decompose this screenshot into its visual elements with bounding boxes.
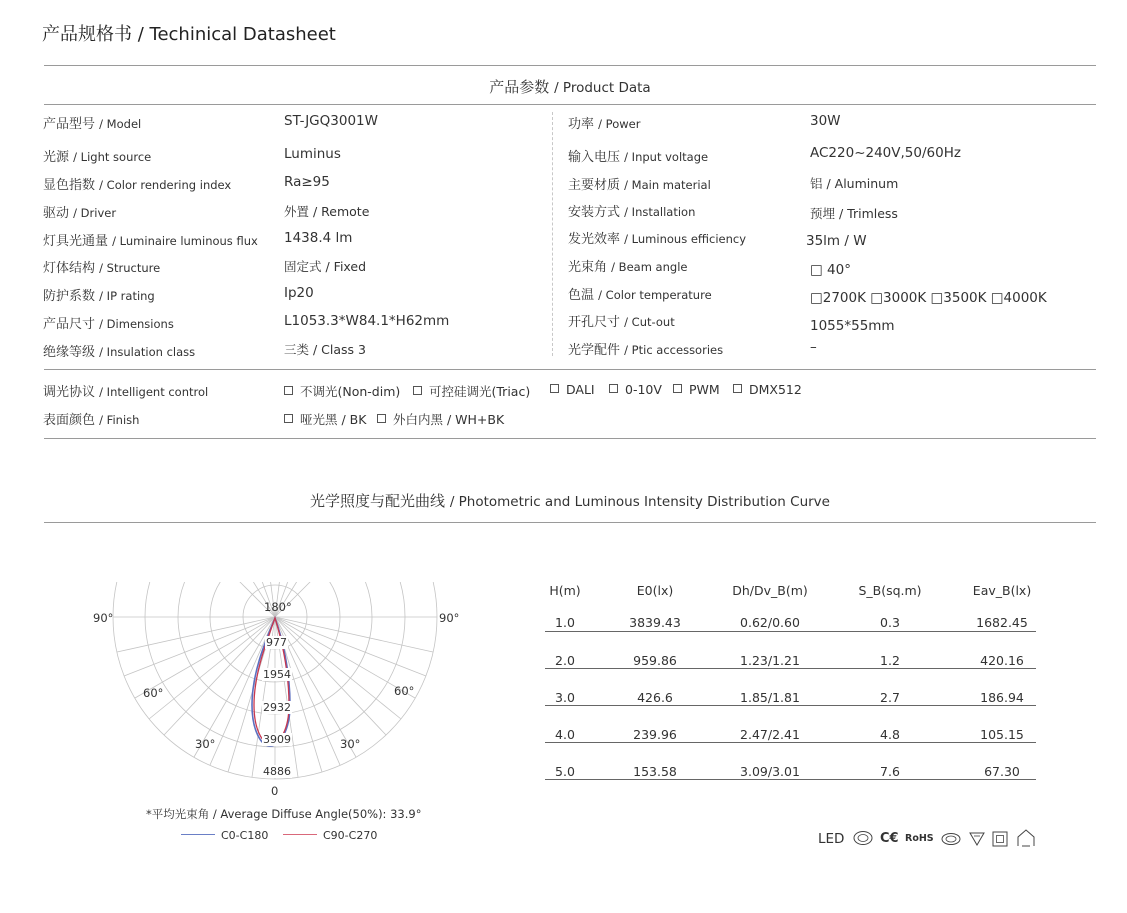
option-label-finish: 表面颜色 / Finish — [43, 413, 140, 428]
average-angle-note: *平均光束角 / Average Diffuse Angle(50%): 33.9° — [146, 807, 422, 821]
f-mark-icon — [969, 832, 985, 846]
class-ii-mark-icon — [992, 831, 1008, 847]
legend-swatch-c0 — [181, 834, 215, 835]
checkbox-icon — [550, 384, 559, 393]
table-cell: 3.0 — [555, 690, 575, 705]
spec-value-installation: 预埋 / Trimless — [810, 206, 898, 221]
table-cell: 426.6 — [637, 690, 673, 705]
spec-label-light-source: 光源 / Light source — [43, 150, 152, 165]
table-cell: 5.0 — [555, 764, 575, 779]
led-mark: LED — [818, 831, 845, 847]
page-title: 产品规格书 / Techinical Datasheet — [42, 24, 336, 45]
spec-value-insulation: 三类 / Class 3 — [284, 342, 366, 357]
table-cell: 2.7 — [880, 690, 900, 705]
spec-value-efficiency: 35lm / W — [806, 233, 867, 249]
table-cell: 1682.45 — [976, 615, 1028, 630]
spec-value-power: 30W — [810, 113, 841, 129]
spec-value-light-source: Luminus — [284, 146, 341, 162]
ring-label-3909: 3909 — [263, 733, 291, 746]
option-non-dim[interactable]: 不调光(Non-dim) — [284, 382, 400, 400]
ccc-mark-icon — [853, 830, 873, 846]
angle-label-180: 180° — [264, 600, 292, 614]
table-cell: 4.8 — [880, 727, 900, 742]
spec-value-cutout: 1055*55mm — [810, 318, 895, 334]
divider — [44, 438, 1096, 439]
spec-label-cri: 显色指数 / Color rendering index — [43, 178, 232, 193]
option-label-control: 调光协议 / Intelligent control — [43, 385, 209, 400]
spec-value-structure: 固定式 / Fixed — [284, 259, 367, 274]
row-divider — [545, 705, 1036, 706]
table-cell: 1.2 — [880, 653, 900, 668]
table-cell: 2.0 — [555, 653, 575, 668]
legend-label-c0: C0-C180 — [221, 829, 269, 842]
cqc-mark-icon — [941, 832, 961, 846]
angle-label-60-right: 60° — [394, 684, 415, 698]
spec-value-color-temp: □2700K □3000K □3500K □4000K — [810, 290, 1047, 306]
divider — [44, 522, 1096, 523]
spec-label-input-voltage: 输入电压 / Input voltage — [568, 150, 709, 165]
checkbox-icon — [284, 386, 293, 395]
spec-value-material: 铝 / Aluminum — [810, 176, 899, 191]
table-cell: 0.62/0.60 — [740, 615, 800, 630]
table-cell: 4.0 — [555, 727, 575, 742]
spec-value-driver: 外置 / Remote — [284, 204, 370, 219]
table-header-h: H(m) — [549, 583, 581, 598]
table-cell: 959.86 — [633, 653, 677, 668]
angle-label-60-left: 60° — [143, 686, 164, 700]
checkbox-icon — [413, 386, 422, 395]
spec-label-beam-angle: 光束角 / Beam angle — [568, 260, 688, 275]
table-cell: 0.3 — [880, 615, 900, 630]
table-header-e0: E0(lx) — [636, 583, 674, 598]
rohs-mark: RoHS — [905, 833, 934, 844]
checkbox-icon — [733, 384, 742, 393]
option-finish-wh-bk[interactable]: 外白内黑 / WH+BK — [377, 410, 504, 428]
row-divider — [545, 779, 1036, 780]
photometric-title: 光学照度与配光曲线 / Photometric and Luminous Intensity Distribution Curve — [310, 492, 830, 510]
angle-label-30-left: 30° — [195, 737, 216, 751]
spec-label-efficiency: 发光效率 / Luminous efficiency — [568, 232, 747, 247]
spec-value-input-voltage: AC220~240V,50/60Hz — [810, 145, 961, 161]
checkbox-icon — [377, 414, 386, 423]
angle-label-90-left: 90° — [93, 611, 114, 625]
spec-label-structure: 灯体结构 / Structure — [43, 261, 161, 276]
spec-label-driver: 驱动 / Driver — [43, 206, 117, 221]
ring-label-1954: 1954 — [263, 668, 291, 681]
row-divider — [545, 631, 1036, 632]
table-cell: 3.09/3.01 — [740, 764, 800, 779]
ring-label-2932: 2932 — [263, 701, 291, 714]
table-cell: 153.58 — [633, 764, 677, 779]
row-divider — [545, 742, 1036, 743]
spec-value-accessories: – — [810, 339, 817, 355]
spec-value-model: ST-JGQ3001W — [284, 113, 378, 129]
spec-label-ip-rating: 防护系数 / IP rating — [43, 289, 155, 304]
table-cell: 3839.43 — [629, 615, 681, 630]
spec-value-beam-angle: □ 40° — [810, 262, 851, 278]
ring-label-4886: 4886 — [263, 765, 291, 778]
spec-label-material: 主要材质 / Main material — [568, 178, 711, 193]
checkbox-icon — [673, 384, 682, 393]
product-data-title: 产品参数 / Product Data — [489, 78, 651, 96]
option-dmx512[interactable]: DMX512 — [733, 382, 802, 397]
checkbox-icon — [609, 384, 618, 393]
table-cell: 67.30 — [984, 764, 1020, 779]
option-pwm[interactable]: PWM — [673, 382, 720, 397]
spec-label-dimensions: 产品尺寸 / Dimensions — [43, 317, 174, 332]
legend-label-c90: C90-C270 — [323, 829, 378, 842]
spec-label-model: 产品型号 / Model — [43, 117, 142, 132]
spec-label-color-temp: 色温 / Color temperature — [568, 288, 712, 303]
ce-mark: C€ — [880, 831, 899, 846]
table-cell: 420.16 — [980, 653, 1024, 668]
table-cell: 239.96 — [633, 727, 677, 742]
option-0-10v[interactable]: 0-10V — [609, 382, 662, 397]
table-cell: 1.23/1.21 — [740, 653, 800, 668]
angle-label-0: 0 — [271, 784, 279, 798]
legend-swatch-c90 — [283, 834, 317, 835]
spec-value-dimensions: L1053.3*W84.1*H62mm — [284, 313, 450, 329]
table-cell: 7.6 — [880, 764, 900, 779]
divider — [44, 65, 1096, 66]
table-cell: 1.0 — [555, 615, 575, 630]
indoor-use-mark-icon — [1016, 829, 1036, 847]
spec-label-insulation: 绝缘等级 / Insulation class — [43, 345, 196, 360]
divider — [44, 369, 1096, 370]
row-divider — [545, 668, 1036, 669]
table-cell: 2.47/2.41 — [740, 727, 800, 742]
option-finish-bk[interactable]: 哑光黑 / BK — [284, 410, 366, 428]
option-dali[interactable]: DALI — [550, 382, 595, 397]
checkbox-icon — [284, 414, 293, 423]
spec-label-luminous-flux: 灯具光通量 / Luminaire luminous flux — [43, 234, 258, 249]
table-cell: 186.94 — [980, 690, 1024, 705]
table-header-eav: Eav_B(lx) — [972, 583, 1032, 598]
spec-label-power: 功率 / Power — [568, 117, 641, 132]
column-divider — [552, 112, 553, 356]
spec-value-ip-rating: Ip20 — [284, 285, 314, 301]
spec-label-accessories: 光学配件 / Ptic accessories — [568, 343, 724, 358]
table-cell: 1.85/1.81 — [740, 690, 800, 705]
divider — [44, 104, 1096, 105]
table-cell: 105.15 — [980, 727, 1024, 742]
table-header-dh-dv: Dh/Dv_B(m) — [732, 583, 808, 598]
spec-value-cri: Ra≥95 — [284, 174, 330, 190]
spec-value-luminous-flux: 1438.4 lm — [284, 230, 353, 246]
spec-label-cutout: 开孔尺寸 / Cut-out — [568, 315, 675, 330]
table-header-s: S_B(sq.m) — [858, 583, 922, 598]
angle-label-90-right: 90° — [439, 611, 460, 625]
option-triac[interactable]: 可控硅调光(Triac) — [413, 382, 530, 400]
spec-label-installation: 安装方式 / Installation — [568, 205, 696, 220]
ring-label-977: 977 — [266, 636, 287, 649]
angle-label-30-right: 30° — [340, 737, 361, 751]
